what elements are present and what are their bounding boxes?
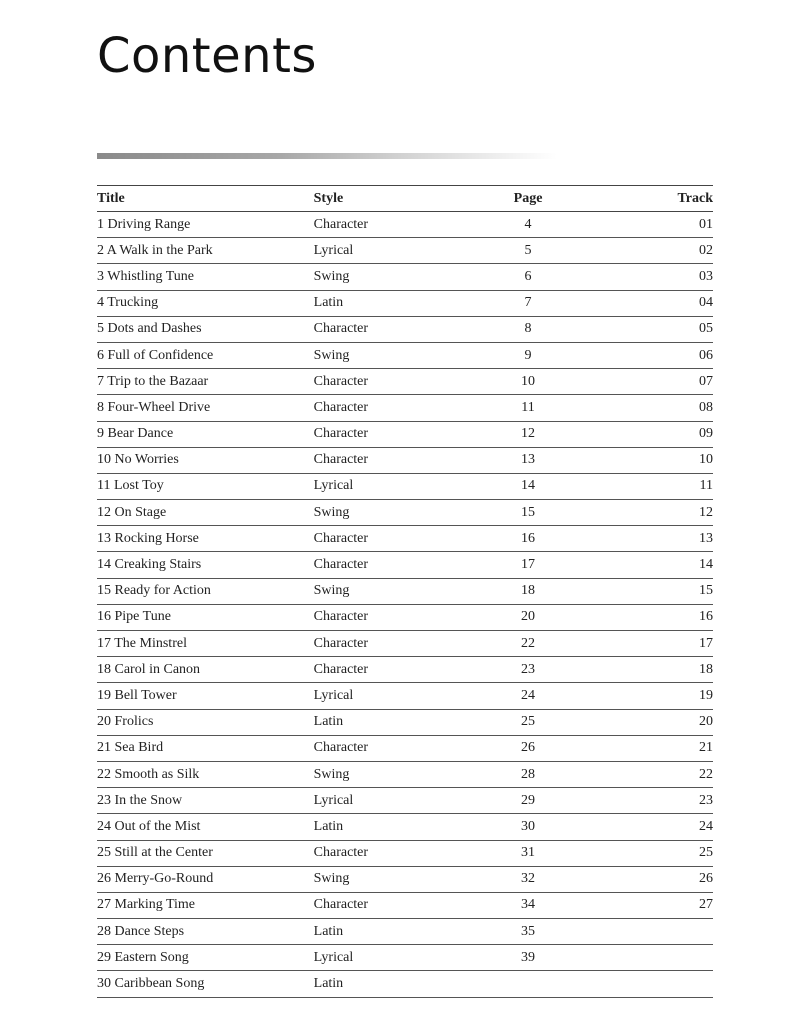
row-title: 1 Driving Range	[97, 212, 314, 238]
table-row	[97, 264, 713, 290]
table-header-row	[97, 186, 713, 212]
header-style: Style	[314, 186, 478, 212]
row-title: 5 Dots and Dashes	[97, 316, 314, 342]
row-title: 26 Merry-Go-Round	[97, 866, 314, 892]
row-page: 39	[478, 945, 649, 971]
row-page: 25	[478, 709, 649, 735]
row-page: 16	[478, 526, 649, 552]
row-track: 27	[649, 892, 713, 918]
row-title: 11 Lost Toy	[97, 473, 314, 499]
row-page: 32	[478, 866, 649, 892]
table-row	[97, 761, 713, 787]
table-row	[97, 395, 713, 421]
row-page: 23	[478, 657, 649, 683]
row-track: 08	[649, 395, 713, 421]
row-title: 30 Caribbean Song	[97, 971, 314, 997]
table-row	[97, 892, 713, 918]
row-style: Character	[314, 552, 478, 578]
table-row	[97, 683, 713, 709]
row-page: 31	[478, 840, 649, 866]
row-title: 2 A Walk in the Park	[97, 238, 314, 264]
row-title: 4 Trucking	[97, 290, 314, 316]
row-page: 8	[478, 316, 649, 342]
row-style: Lyrical	[314, 238, 478, 264]
table-row	[97, 238, 713, 264]
row-title: 24 Out of the Mist	[97, 814, 314, 840]
row-title: 19 Bell Tower	[97, 683, 314, 709]
row-track: 07	[649, 369, 713, 395]
row-style: Character	[314, 892, 478, 918]
row-track: 19	[649, 683, 713, 709]
row-track: 23	[649, 788, 713, 814]
row-style: Swing	[314, 761, 478, 787]
row-page: 7	[478, 290, 649, 316]
table-row	[97, 840, 713, 866]
table-row	[97, 971, 713, 997]
row-track: 13	[649, 526, 713, 552]
table-row	[97, 919, 713, 945]
table-row	[97, 447, 713, 473]
row-page: 22	[478, 631, 649, 657]
row-style: Swing	[314, 500, 478, 526]
row-style: Character	[314, 395, 478, 421]
row-track: 14	[649, 552, 713, 578]
table-row	[97, 945, 713, 971]
row-page: 28	[478, 761, 649, 787]
row-title: 7 Trip to the Bazaar	[97, 369, 314, 395]
row-track: 25	[649, 840, 713, 866]
table-row	[97, 657, 713, 683]
table-row	[97, 578, 713, 604]
contents-table	[97, 185, 713, 998]
row-style: Character	[314, 369, 478, 395]
row-track: 16	[649, 604, 713, 630]
row-style: Swing	[314, 866, 478, 892]
table-row	[97, 814, 713, 840]
row-track: 18	[649, 657, 713, 683]
table-row	[97, 552, 713, 578]
table-row	[97, 866, 713, 892]
row-title: 6 Full of Confidence	[97, 342, 314, 368]
row-page: 29	[478, 788, 649, 814]
row-page: 6	[478, 264, 649, 290]
header-page: Page	[478, 186, 649, 212]
row-style: Character	[314, 735, 478, 761]
row-track: 22	[649, 761, 713, 787]
row-title: 29 Eastern Song	[97, 945, 314, 971]
header-track: Track	[649, 186, 713, 212]
row-style: Latin	[314, 971, 478, 997]
row-page: 4	[478, 212, 649, 238]
row-style: Character	[314, 421, 478, 447]
table-row	[97, 709, 713, 735]
row-style: Character	[314, 447, 478, 473]
table-row	[97, 342, 713, 368]
row-title: 23 In the Snow	[97, 788, 314, 814]
decorative-rule	[97, 153, 557, 159]
table-row	[97, 369, 713, 395]
row-track	[649, 971, 713, 997]
row-style: Character	[314, 604, 478, 630]
row-track: 11	[649, 473, 713, 499]
row-style: Lyrical	[314, 788, 478, 814]
row-style: Lyrical	[314, 683, 478, 709]
row-page: 10	[478, 369, 649, 395]
row-track: 06	[649, 342, 713, 368]
row-style: Lyrical	[314, 473, 478, 499]
row-track: 20	[649, 709, 713, 735]
row-track: 02	[649, 238, 713, 264]
table-row	[97, 290, 713, 316]
table-row	[97, 526, 713, 552]
row-title: 3 Whistling Tune	[97, 264, 314, 290]
row-title: 21 Sea Bird	[97, 735, 314, 761]
row-style: Swing	[314, 578, 478, 604]
row-track: 12	[649, 500, 713, 526]
row-title: 22 Smooth as Silk	[97, 761, 314, 787]
table-row	[97, 788, 713, 814]
row-title: 16 Pipe Tune	[97, 604, 314, 630]
row-track	[649, 919, 713, 945]
row-track: 21	[649, 735, 713, 761]
row-title: 14 Creaking Stairs	[97, 552, 314, 578]
row-page: 17	[478, 552, 649, 578]
table-row	[97, 212, 713, 238]
row-page: 18	[478, 578, 649, 604]
row-title: 25 Still at the Center	[97, 840, 314, 866]
row-track: 04	[649, 290, 713, 316]
row-style: Character	[314, 526, 478, 552]
row-page: 34	[478, 892, 649, 918]
row-track: 15	[649, 578, 713, 604]
row-title: 18 Carol in Canon	[97, 657, 314, 683]
table-row	[97, 500, 713, 526]
row-page: 12	[478, 421, 649, 447]
row-title: 9 Bear Dance	[97, 421, 314, 447]
row-style: Latin	[314, 814, 478, 840]
row-page: 30	[478, 814, 649, 840]
table-row	[97, 604, 713, 630]
row-title: 27 Marking Time	[97, 892, 314, 918]
row-page	[478, 971, 649, 997]
row-style: Swing	[314, 264, 478, 290]
row-page: 11	[478, 395, 649, 421]
row-style: Character	[314, 631, 478, 657]
row-style: Swing	[314, 342, 478, 368]
row-page: 15	[478, 500, 649, 526]
header-title: Title	[97, 186, 314, 212]
row-title: 20 Frolics	[97, 709, 314, 735]
row-style: Latin	[314, 919, 478, 945]
row-track	[649, 945, 713, 971]
row-style: Character	[314, 316, 478, 342]
row-page: 35	[478, 919, 649, 945]
row-title: 12 On Stage	[97, 500, 314, 526]
table-body	[97, 212, 713, 998]
row-title: 8 Four-Wheel Drive	[97, 395, 314, 421]
row-page: 5	[478, 238, 649, 264]
table-row	[97, 735, 713, 761]
table-row	[97, 473, 713, 499]
row-page: 9	[478, 342, 649, 368]
row-style: Character	[314, 212, 478, 238]
row-title: 17 The Minstrel	[97, 631, 314, 657]
row-track: 03	[649, 264, 713, 290]
row-style: Lyrical	[314, 945, 478, 971]
table-row	[97, 631, 713, 657]
page-title: Contents	[97, 28, 317, 84]
table-row	[97, 316, 713, 342]
row-title: 15 Ready for Action	[97, 578, 314, 604]
row-style: Latin	[314, 709, 478, 735]
table-row	[97, 421, 713, 447]
row-title: 13 Rocking Horse	[97, 526, 314, 552]
row-page: 13	[478, 447, 649, 473]
row-track: 05	[649, 316, 713, 342]
row-title: 28 Dance Steps	[97, 919, 314, 945]
row-title: 10 No Worries	[97, 447, 314, 473]
row-style: Latin	[314, 290, 478, 316]
row-page: 20	[478, 604, 649, 630]
row-track: 01	[649, 212, 713, 238]
row-page: 26	[478, 735, 649, 761]
row-track: 09	[649, 421, 713, 447]
row-page: 14	[478, 473, 649, 499]
row-track: 24	[649, 814, 713, 840]
row-track: 17	[649, 631, 713, 657]
row-track: 10	[649, 447, 713, 473]
row-page: 24	[478, 683, 649, 709]
row-track: 26	[649, 866, 713, 892]
row-style: Character	[314, 840, 478, 866]
row-style: Character	[314, 657, 478, 683]
